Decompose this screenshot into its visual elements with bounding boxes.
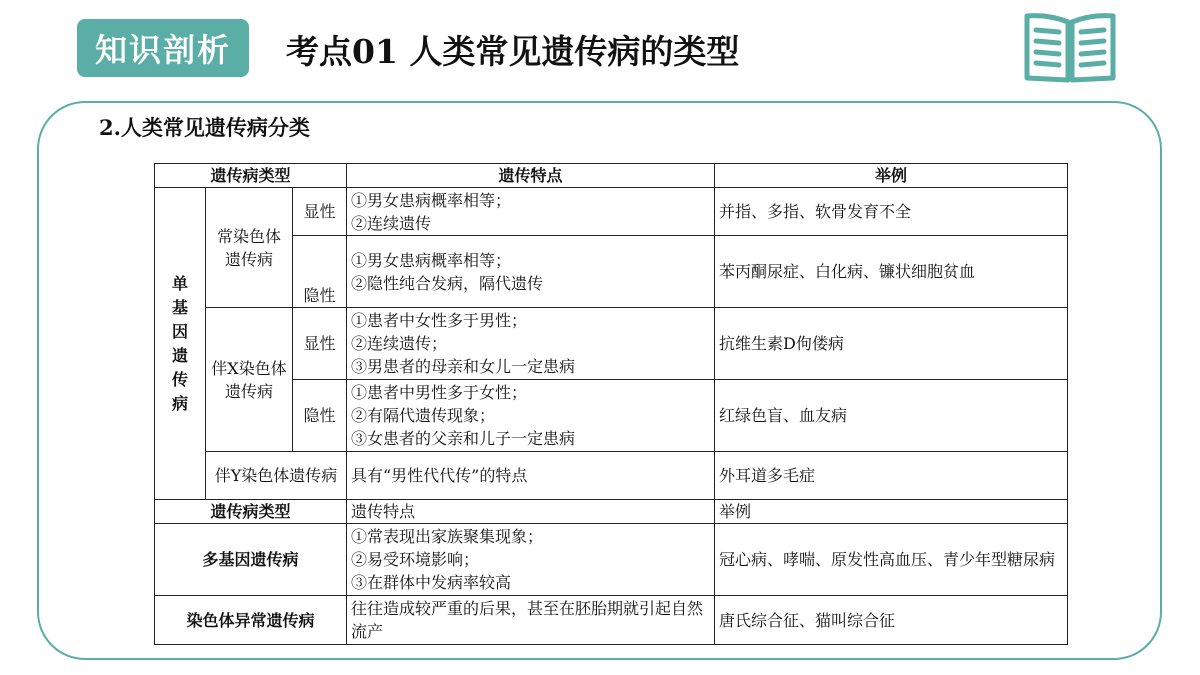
y-linked-examples: 外耳道多毛症 (715, 452, 1068, 500)
polygenic-features: ①常表现出家族聚集现象； ②易受环境影响； ③在群体中发病率较高 (347, 524, 715, 596)
autosomal-dominant-type: 显性 (293, 188, 347, 236)
polygenic-label: 多基因遗传病 (155, 524, 347, 596)
x-dominant-type: 显性 (293, 308, 347, 380)
polygenic-examples: 冠心病、哮喘、原发性高血压、青少年型糖尿病 (715, 524, 1068, 596)
chromosomal-features: 往往造成较严重的后果，甚至在胚胎期就引起自然流产 (347, 596, 715, 645)
chromosomal-examples: 唐氏综合征、猫叫综合征 (715, 596, 1068, 645)
section-title: 2.人类常见遗传病分类 (99, 115, 310, 140)
page-title: 考点01 人类常见遗传病的类型 (286, 31, 740, 71)
table-row (155, 596, 1068, 645)
autosomal-recessive-features: ①男女患病概率相等； ②隐性纯合发病，隔代遗传 (347, 236, 715, 308)
autosomal-recessive-type: 隐性 (293, 236, 347, 308)
table-row (155, 524, 1068, 596)
section-tag: 知识剖析 (77, 19, 249, 77)
y-linked-label: 伴Y染色体遗传病 (206, 452, 347, 500)
x-recessive-features: ①患者中男性多于女性； ②有隔代遗传现象； ③女患者的父亲和儿子一定患病 (347, 380, 715, 452)
autosomal-label: 常染色体遗传病 (206, 188, 293, 308)
subheader-examples: 举例 (715, 500, 1068, 524)
x-dominant-examples: 抗维生素D佝偻病 (715, 308, 1068, 380)
subheader-features: 遗传特点 (347, 500, 715, 524)
genetic-disease-table (154, 163, 1068, 645)
chromosomal-label: 染色体异常遗传病 (155, 596, 347, 645)
x-recessive-type: 隐性 (293, 380, 347, 452)
x-linked-label: 伴X染色体遗传病 (206, 308, 293, 452)
header-type: 遗传病类型 (155, 164, 347, 188)
subheader-type: 遗传病类型 (155, 500, 347, 524)
table-subheader-row (155, 500, 1068, 524)
table-row (155, 188, 1068, 236)
x-dominant-features: ①患者中女性多于男性； ②连续遗传； ③男患者的母亲和女儿一定患病 (347, 308, 715, 380)
header-examples: 举例 (715, 164, 1068, 188)
header-features: 遗传特点 (347, 164, 715, 188)
x-recessive-examples: 红绿色盲、血友病 (715, 380, 1068, 452)
y-linked-features: 具有“男性代代传”的特点 (347, 452, 715, 500)
table-row (155, 452, 1068, 500)
table-row (155, 308, 1068, 380)
autosomal-recessive-examples: 苯丙酮尿症、白化病、镰状细胞贫血 (715, 236, 1068, 308)
table-header-row (155, 164, 1068, 188)
autosomal-dominant-features: ①男女患病概率相等； ②连续遗传 (347, 188, 715, 236)
autosomal-dominant-examples: 并指、多指、软骨发育不全 (715, 188, 1068, 236)
open-book-icon (1024, 8, 1116, 84)
single-gene-label: 单 基 因 遗 传 病 (155, 188, 206, 500)
